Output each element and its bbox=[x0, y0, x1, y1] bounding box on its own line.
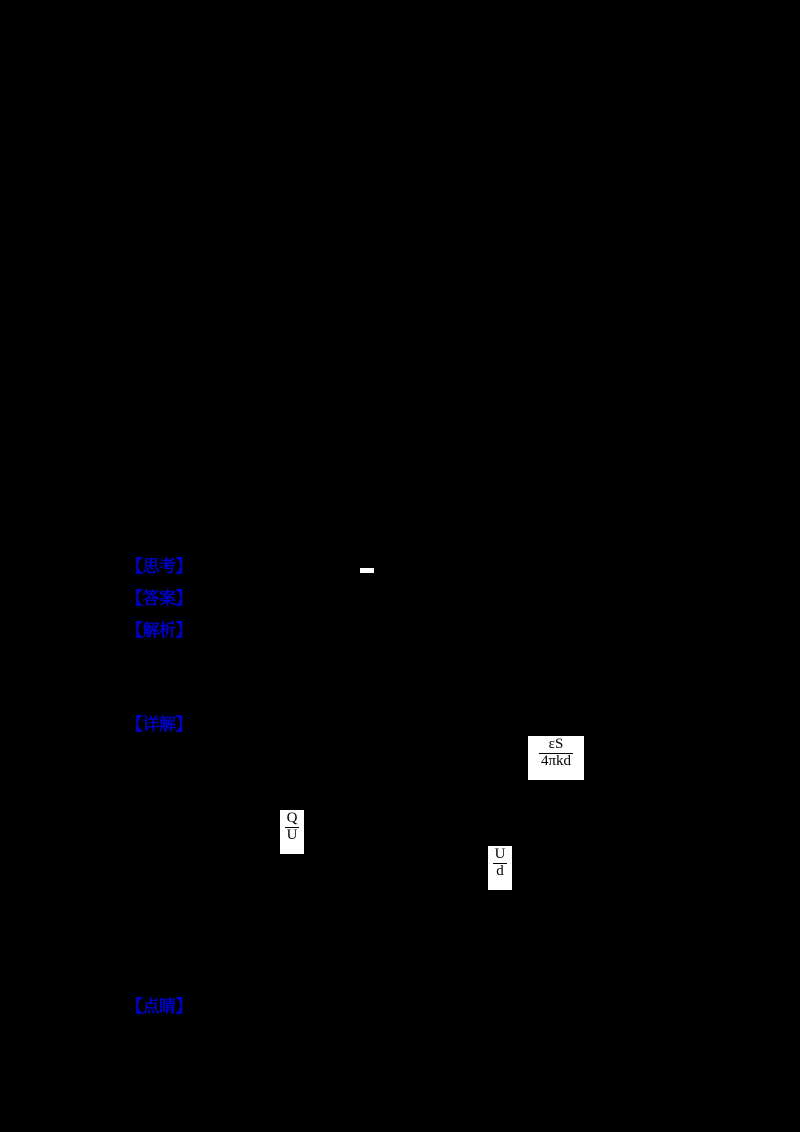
formula-capacitance-numerator: εS bbox=[548, 736, 564, 752]
heading-analysis: 【解析】 bbox=[126, 616, 192, 641]
formula-field-strength bbox=[488, 846, 512, 890]
formula-capacitance bbox=[528, 736, 584, 780]
formula-capacitance-denominator: 4πkd bbox=[540, 752, 572, 769]
formula-voltage-denominator: U bbox=[286, 826, 298, 843]
formula-charge-over-voltage bbox=[280, 810, 304, 854]
heading-summary: 【点睛】 bbox=[126, 992, 192, 1017]
heading-detailed-explanation: 【详解】 bbox=[126, 710, 192, 735]
formula-charge-numerator: Q bbox=[286, 810, 298, 826]
dash-mark bbox=[360, 568, 374, 573]
heading-answer: 【答案】 bbox=[126, 584, 192, 609]
formula-field-denominator: d bbox=[493, 863, 508, 880]
heading-thinking: 【思考】 bbox=[126, 552, 192, 577]
formula-field-numerator: U bbox=[494, 846, 506, 862]
